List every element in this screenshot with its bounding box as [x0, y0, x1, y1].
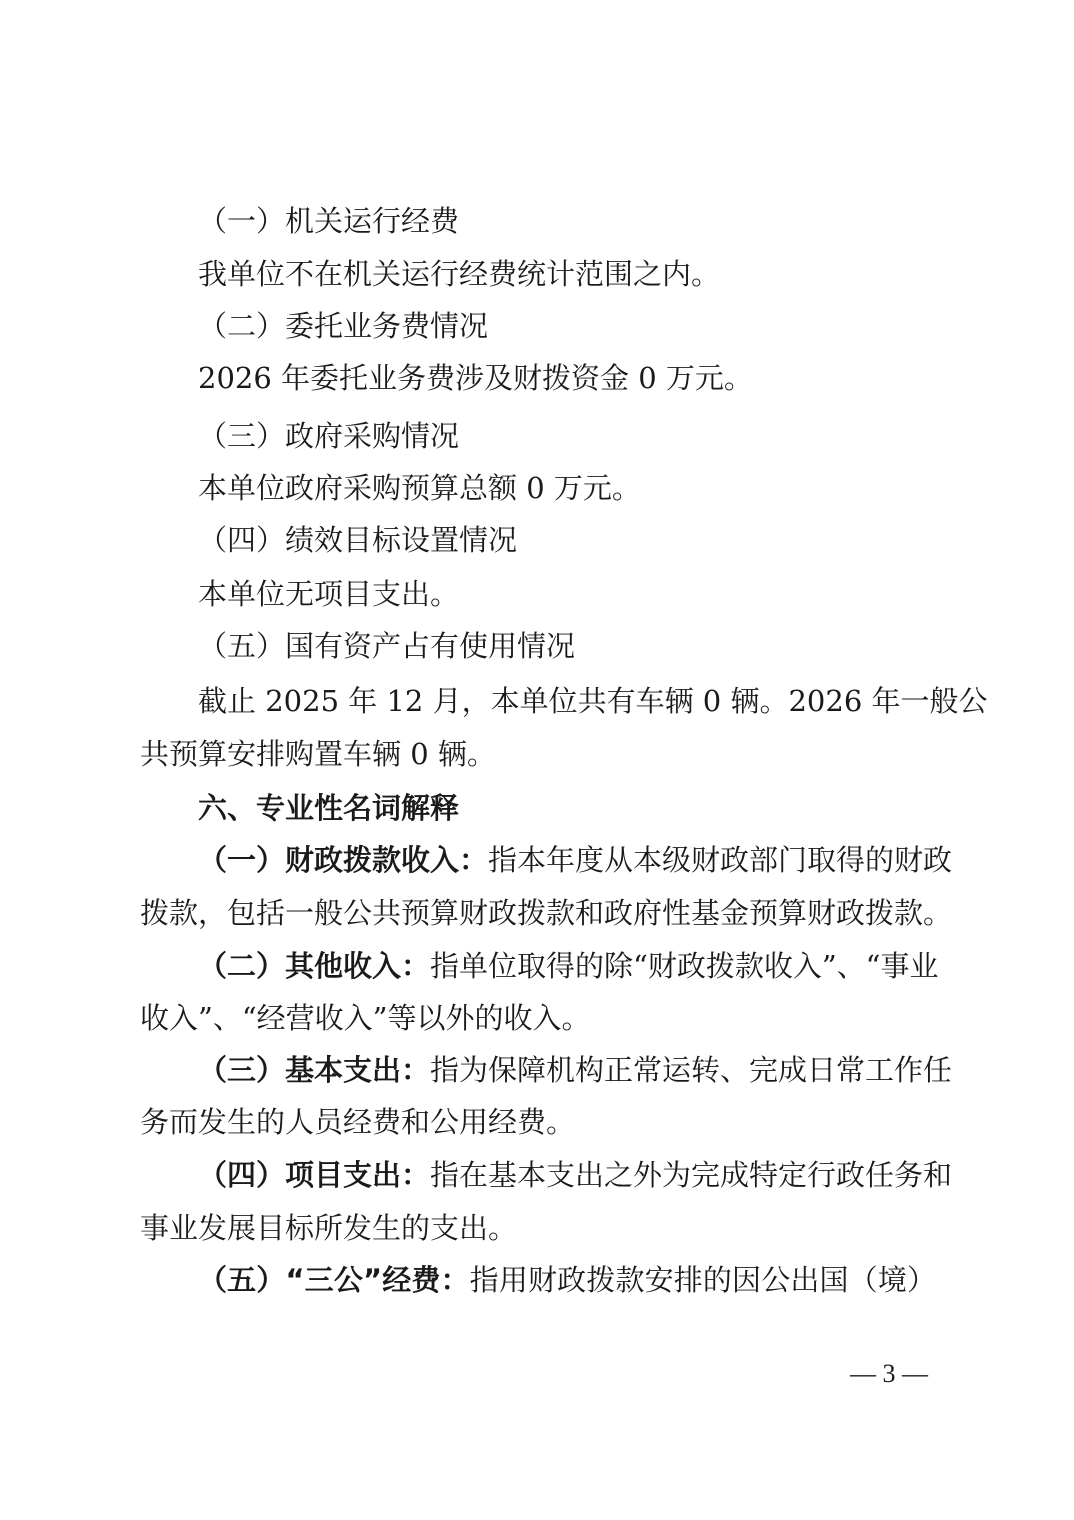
- definition-term: （五）“三公”经费：: [198, 1263, 470, 1297]
- section-heading-government-procurement: （三）政府采购情况: [198, 419, 460, 453]
- definition-term: （三）基本支出：: [198, 1053, 431, 1087]
- definition-other-income-line1: [198, 948, 939, 984]
- paragraph-state-assets-line1: 截止 2025 年 12 月，本单位共有车辆 0 辆。2026 年一般公: [198, 684, 988, 718]
- section-heading-performance-targets: （四）绩效目标设置情况: [198, 523, 518, 557]
- definition-term: （四）项目支出：: [198, 1158, 431, 1192]
- section-heading-state-assets: （五）国有资产占有使用情况: [198, 629, 576, 663]
- definition-text: 指在基本支出之外为完成特定行政任务和: [430, 1158, 953, 1192]
- section-title-glossary: 六、专业性名词解释: [198, 791, 460, 825]
- definition-term: （一）财政拨款收入：: [198, 843, 489, 877]
- definition-basic-expenditure-line1: [198, 1052, 953, 1088]
- paragraph-government-procurement: 本单位政府采购预算总额 0 万元。: [198, 471, 641, 505]
- definition-text: 指用财政拨款安排的因公出国（境）: [469, 1263, 936, 1297]
- paragraph-admin-operating-costs: 我单位不在机关运行经费统计范围之内。: [198, 257, 721, 291]
- definition-text: 指为保障机构正常运转、完成日常工作任: [430, 1053, 953, 1087]
- definition-term: （二）其他收入：: [198, 949, 431, 983]
- definition-text: 指本年度从本级财政部门取得的财政: [488, 843, 953, 877]
- paragraph-performance-targets: 本单位无项目支出。: [198, 577, 460, 611]
- definition-project-expenditure-line2: 事业发展目标所发生的支出。: [140, 1211, 518, 1245]
- section-heading-entrusted-business: （二）委托业务费情况: [198, 309, 489, 343]
- definition-fiscal-appropriation-line2: 拨款，包括一般公共预算财政拨款和政府性基金预算财政拨款。: [140, 896, 953, 930]
- definition-text: 指单位取得的除“财政拨款收入”、“事业: [430, 949, 939, 983]
- page-number: — 3 —: [850, 1359, 928, 1388]
- definition-basic-expenditure-line2: 务而发生的人员经费和公用经费。: [140, 1105, 576, 1139]
- definition-fiscal-appropriation-line1: [198, 842, 953, 878]
- paragraph-entrusted-business: 2026 年委托业务费涉及财拨资金 0 万元。: [198, 361, 753, 395]
- paragraph-state-assets-line2: 共预算安排购置车辆 0 辆。: [140, 737, 496, 771]
- definition-three-public-expenses-line1: [198, 1262, 936, 1298]
- definition-other-income-line2: 收入”、“经营收入”等以外的收入。: [140, 1001, 591, 1035]
- definition-project-expenditure-line1: [198, 1157, 953, 1193]
- section-heading-admin-operating-costs: （一）机关运行经费: [198, 204, 460, 238]
